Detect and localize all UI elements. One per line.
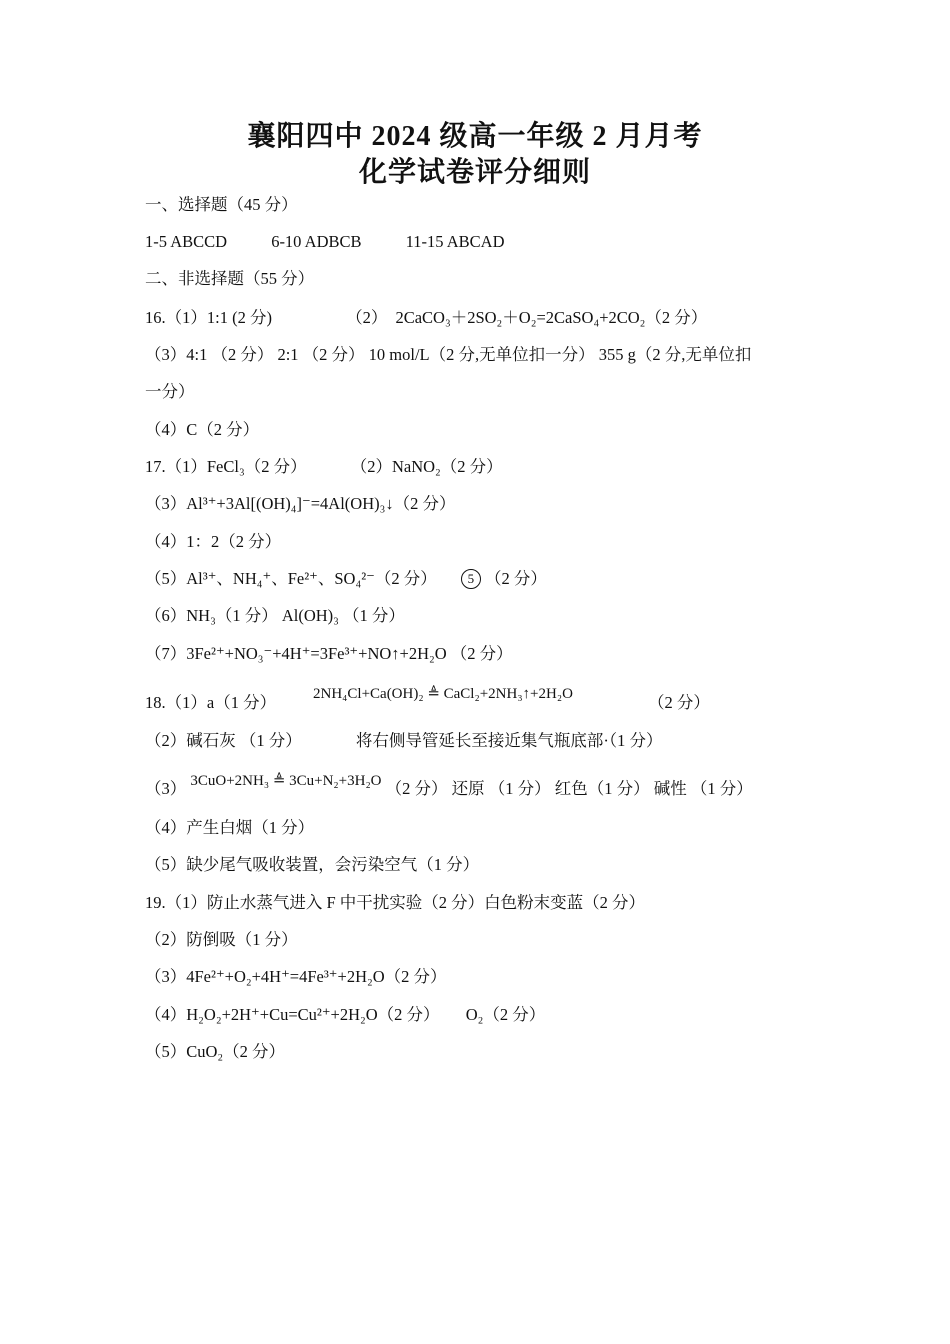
- q18-part-1-score: （2 分）: [648, 693, 710, 712]
- section-1-heading: 一、选择题（45 分）: [145, 195, 298, 214]
- q18-part-3-equation: 3CuO+2NH₃ ≜ 3Cu+N₂+3H₂O: [190, 773, 382, 789]
- q17-part-5: （5）Al³⁺、NH₄⁺、Fe²⁺、SO₄²⁻（2 分）: [145, 569, 437, 588]
- q16-part-3-continued: 一分）: [145, 382, 195, 401]
- q17-part-1: 17.（1）FeCl₃（2 分）: [145, 457, 307, 476]
- q19-part-5: （5）CuO₂（2 分）: [145, 1042, 286, 1061]
- q16-row-1: [145, 307, 707, 329]
- q17-part-5-score: （2 分）: [484, 569, 547, 588]
- q18-part-1-equation: 2NH₄Cl+Ca(OH)₂ ≜ CaCl₂+2NH₃↑+2H₂O: [313, 686, 573, 702]
- mc-answers-row: [145, 231, 504, 253]
- q17-part-3: （3）Al³⁺+3Al[(OH)₄]⁻=4Al(OH)₃↓（2 分）: [145, 494, 456, 513]
- q19-part-4-b: O₂（2 分）: [465, 1005, 546, 1024]
- title-line-2: 化学试卷评分细则: [358, 157, 591, 188]
- q16-part-2-equation: 2CaCO₃＋2SO₂＋O₂=2CaSO₄+2CO₂（2 分）: [395, 308, 708, 327]
- q18-part-5: （5）缺少尾气吸收装置，会污染空气（1 分）: [145, 855, 480, 874]
- section-2-heading: 二、非选择题（55 分）: [145, 269, 315, 288]
- q18-part-3-rest: （2 分） 还原 （1 分） 红色（1 分） 碱性 （1 分）: [385, 779, 753, 798]
- q16-part-4: （4）C（2 分）: [145, 420, 260, 439]
- q19-part-3: （3）4Fe²⁺+O₂+4H⁺=4Fe³⁺+2H₂O（2 分）: [145, 967, 447, 986]
- title-line-1: 襄阳四中 2024 级高一年级 2 月月考: [247, 121, 703, 152]
- q17-row-1: [145, 456, 503, 478]
- q18-part-1-label: 18.（1）a（1 分）: [145, 693, 277, 712]
- q17-part-7: （7）3Fe²⁺+NO₃⁻+4H⁺=3Fe³⁺+NO↑+2H₂O （2 分）: [145, 644, 513, 663]
- mc-answers-6-10: 6-10 ADBCB: [271, 232, 362, 251]
- mc-answers-11-15: 11-15 ABCAD: [405, 232, 505, 251]
- q16-part-3: （3）4:1 （2 分） 2:1 （2 分） 10 mol/L（2 分,无单位扣一分） 355 g（2 分,无单位扣: [145, 345, 752, 364]
- q19-part-1: 19.（1）防止水蒸气进入 F 中干扰实验（2 分）白色粉末变蓝（2 分）: [145, 893, 646, 912]
- q18-part-4: （4）产生白烟（1 分）: [145, 818, 315, 837]
- circled-number-5: 5: [461, 569, 481, 589]
- q18-row-3: [145, 773, 753, 801]
- q18-part-3-label: （3）: [145, 779, 187, 798]
- q19-part-2: （2）防倒吸（1 分）: [145, 930, 298, 949]
- q17-part-2: （2）NaNO₂（2 分）: [350, 457, 503, 476]
- mc-answers-1-5: 1-5 ABCCD: [145, 232, 228, 251]
- q19-row-4: [145, 1004, 545, 1026]
- q17-part-6: （6）NH₃（1 分） Al(OH)₃ （1 分）: [145, 606, 405, 625]
- q18-part-2-answer-a: （2）碱石灰 （1 分）: [145, 731, 302, 750]
- q19-part-4: （4）H₂O₂+2H⁺+Cu=Cu²⁺+2H₂O（2 分）: [145, 1005, 440, 1024]
- q16-part-2-label: （2）: [346, 308, 388, 327]
- q18-row-2: [145, 730, 663, 752]
- q18-part-2-answer-b: 将右侧导管延长至接近集气瓶底部·（1 分）: [355, 731, 663, 750]
- q16-part-1: 16.（1）1:1 (2 分): [145, 308, 272, 327]
- q18-row-1: [145, 692, 276, 714]
- q17-row-5: [145, 568, 547, 590]
- q17-part-4: （4）1：2（2 分）: [145, 532, 282, 551]
